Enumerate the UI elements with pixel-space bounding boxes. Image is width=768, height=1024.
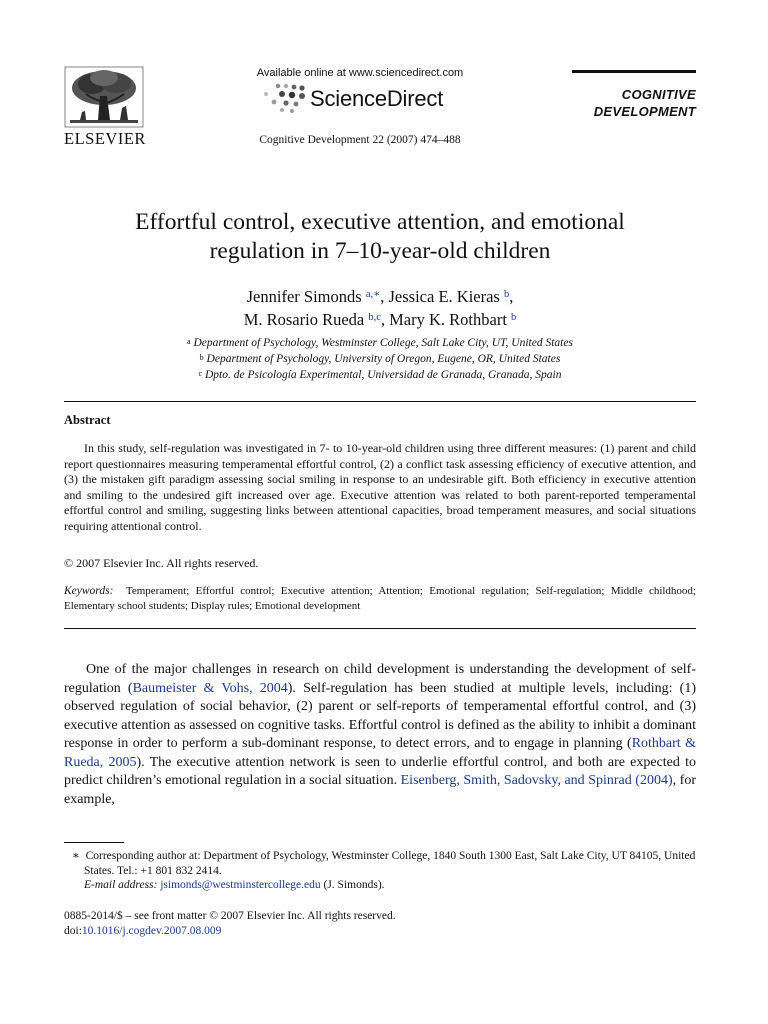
abstract-bottom-rule [64, 628, 696, 629]
article-title [64, 208, 696, 266]
affiliation-item [64, 367, 696, 383]
body-paragraph [64, 661, 696, 809]
body-text [64, 661, 696, 809]
sciencedirect-wordmark: ScienceDirect [310, 86, 444, 111]
author-separator: , [509, 287, 514, 306]
footnote [64, 849, 696, 893]
article-title-line2: regulation in 7–10-year-old children [209, 238, 551, 264]
doi-link[interactable]: 10.1016/j.cogdev.2007.08.009 [81, 924, 222, 937]
footnote-rule [64, 842, 124, 843]
doi-line [64, 924, 396, 939]
reference-link[interactable]: Baumeister & Vohs, 2004 [132, 680, 288, 696]
footnote-email-line [64, 878, 696, 893]
journal-name [560, 86, 696, 120]
elsevier-wordmark: ELSEVIER [64, 129, 146, 148]
affiliation-mark: b [199, 353, 204, 362]
abstract-heading: Abstract [64, 413, 111, 427]
email-label: E-mail address: [84, 879, 158, 891]
body-text-span: , for example, [64, 773, 697, 807]
journal-rule [572, 70, 696, 73]
author-affiliation-mark[interactable]: b [503, 289, 510, 300]
author-separator: , [380, 287, 389, 306]
journal-name-line1: COGNITIVE [621, 87, 696, 102]
author-name[interactable]: M. Rosario Rueda [243, 310, 365, 329]
author-name[interactable]: Mary K. Rothbart [389, 310, 507, 329]
abstract-top-rule [64, 401, 696, 402]
keywords-label: Keywords: [64, 585, 114, 597]
author-affiliation-mark[interactable]: b [511, 312, 517, 323]
available-online-text: Available online at www.sciencedirect.com [256, 67, 464, 79]
body-text-span: ). The executive attention network is seen to underlie effortful control, and both are expected to predict children’s emotional regulation in a social situation. [64, 754, 696, 788]
author-name[interactable]: Jennifer Simonds [246, 287, 362, 306]
footnote-line [64, 849, 696, 878]
elsevier-logo [64, 66, 144, 149]
email-link[interactable]: jsimonds@westminstercollege.edu [160, 879, 321, 891]
article-title-line1: Effortful control, executive attention, and emotional [135, 209, 625, 235]
body-text-span: One of the major challenges in research on child development is understanding the development of self-regulation ( [64, 662, 696, 696]
affiliation-mark: c [198, 369, 203, 378]
affiliation-text: Department of Psychology, Westminster College, Salt Lake City, UT, United States [193, 337, 573, 349]
front-matter-info [64, 909, 396, 938]
author-line-2 [64, 308, 696, 331]
email-suffix: (J. Simonds). [320, 879, 385, 891]
footnote-text: Corresponding author at: Department of Psychology, Westminster College, 1840 South 1300 East, Salt Lake City, UT 84105, United States. Tel.: +1 801 832 2414. [84, 850, 696, 877]
issn-line: 0885-2014/$ – see front matter © 2007 Elsevier Inc. All rights reserved. [64, 910, 396, 922]
affiliation-item [64, 351, 696, 367]
journal-citation: Cognitive Development 22 (2007) 474–488 [259, 134, 461, 146]
keywords [64, 584, 696, 615]
author-separator: , [380, 310, 390, 329]
author-list [64, 285, 696, 331]
affiliation-text: Dpto. de Psicología Experimental, Universidad de Granada, Granada, Spain [204, 369, 562, 381]
footnote-mark: ∗ [72, 850, 80, 862]
author-name[interactable]: Jessica E. Kieras [388, 287, 500, 306]
affiliation-text: Department of Psychology, University of Oregon, Eugene, OR, United States [206, 353, 561, 365]
author-affiliation-mark[interactable]: a,∗ [365, 289, 381, 300]
body-text-span: ). Self-regulation has been studied at multiple levels, including: (1) observed regulation of social behavior, (2) parent or self-reports of temperamental effortful control, and (3) executive attention as assessed on cognitive tasks. Effortful control is defined as the ability to inhibit a dominant response in order to perform a sub-dominant response, to detect errors, and to engage in planning ( [64, 680, 696, 751]
elsevier-tree-icon [64, 66, 144, 128]
sciencedirect-logo [258, 82, 468, 118]
journal-name-line2: DEVELOPMENT [593, 104, 696, 119]
affiliation-list [64, 335, 696, 383]
abstract-text: In this study, self-regulation was investigated in 7- to 10-year-old children using three different measures: (1) parent and child report questionnaires measuring temperamental effortful control, (2) a conflict task assessing efficiency of executive attention, and (3) the mistaken gift paradigm assessing social smiling in response to an undesirable gift. Both efficiency in executive attention and smiling to the undesired gift increased over age. Executive attention was related to both parent-reported temperamental effortful control and smiling, suggesting links between attentional capacities, broad temperament measures, and social situations requiring attentional control. [64, 441, 696, 533]
sciencedirect-dots-icon [258, 82, 310, 114]
affiliation-item [64, 335, 696, 351]
reference-link[interactable]: Rothbart & Rueda, 2005 [64, 736, 696, 770]
reference-link[interactable]: Eisenberg, Smith, Sadovsky, and Spinrad (2004) [400, 773, 673, 788]
abstract-copyright: © 2007 Elsevier Inc. All rights reserved. [64, 556, 259, 570]
author-line-1 [64, 285, 696, 308]
affiliation-mark: a [187, 337, 191, 346]
doi-label: doi: [64, 924, 82, 937]
author-affiliation-mark[interactable]: b,c [368, 312, 381, 323]
keywords-text: Temperament; Effortful control; Executive attention; Attention; Emotional regulation; Self-regulation; Middle childhood; Elementary school students; Display rules; Emotional development [64, 585, 696, 613]
